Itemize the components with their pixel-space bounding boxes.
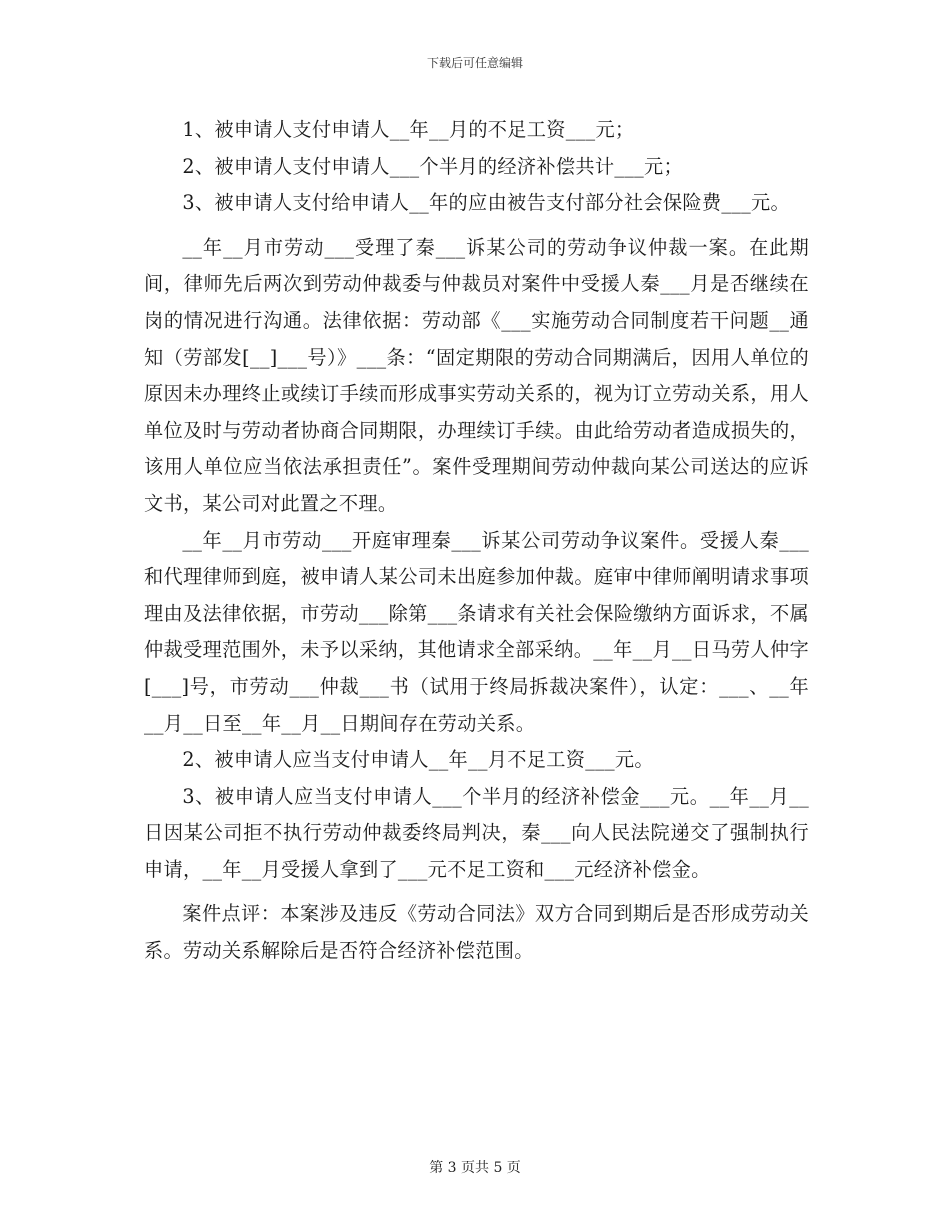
hearing-paragraph: __年__月市劳动___开庭审理秦___诉某公司劳动争议案件。受援人秦___和代理律师到庭，被申请人某公司未出庭参加仲裁。庭审中律师阐明请求事项理由及法律依据，市劳动___除第___条请求有关社会保险缴纳方面诉求，不属仲裁受理范围外，未予以采纳，其他请求全部采纳。__年__月__日马劳人仲字[___]号，市劳动___仲裁___书（试用于终局拆裁决案件），认定：___、__年__月__日至__年__月__日期间存在劳动关系。	[144, 528, 809, 735]
page-number-footer: 第 3 页共 5 页	[429, 1160, 521, 1176]
ruling-item-2: 2、被申请人应当支付申请人__年__月不足工资___元。	[182, 748, 654, 772]
ruling-item-3: 3、被申请人应当支付申请人___个半月的经济补偿金___元。__年__月__日因某公司拒不执行劳动仲裁委终局判决，秦___向人民法院递交了强制执行申请，__年__月受援人拿到了___元不足工资和___元经济补偿金。	[144, 784, 809, 881]
document-body	[144, 112, 809, 970]
claim-item-1: 1、被申请人支付申请人__年__月的不足工资___元；	[182, 118, 635, 141]
case-review-paragraph: 案件点评：本案涉及违反《劳动合同法》双方合同到期后是否形成劳动关系。劳动关系解除后是否符合经济补偿范围。	[144, 902, 809, 963]
claim-item-3: 3、被申请人支付给申请人__年的应由被告支付部分社会保险费___元。	[182, 191, 791, 215]
page-header: 下载后可任意编辑	[426, 56, 523, 70]
case-acceptance-paragraph: __年__月市劳动___受理了秦___诉某公司的劳动争议仲裁一案。在此期间，律师先后两次到劳动仲裁委与仲裁员对案件中受援人秦___月是否继续在岗的情况进行沟通。法律依据：劳动部《___实施劳动合同制度若干问题__通知（劳部发[__]___号）》___条：“固定期限的劳动合同期满后，因用人单位的原因未办理终止或续订手续而形成事实劳动关系的，视为订立劳动关系，用人单位及时与劳动者协商合同期限，办理续订手续。由此给劳动者造成损失的，该用人单位应当依法承担责任”。案件受理期间劳动仲裁向某公司送达的应诉文书，某公司对此置之不理。	[144, 235, 809, 515]
claim-item-2: 2、被申请人支付申请人___个半月的经济补偿共计___元；	[182, 154, 683, 178]
